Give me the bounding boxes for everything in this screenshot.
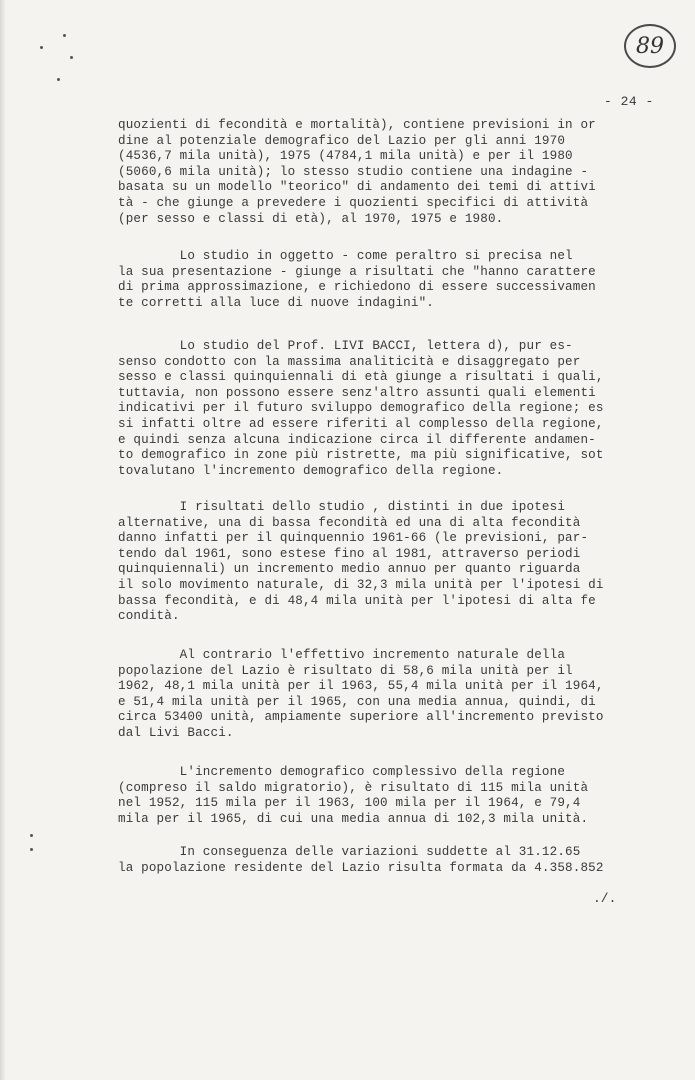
paragraph-1	[118, 118, 660, 227]
text-line: tuttavia, non possono essere senz'altro assunti quali elementi	[118, 385, 596, 400]
text-line: Lo studio del Prof. LIVI BACCI, lettera d), pur es-	[118, 339, 573, 353]
text-line: e quindi senza alcuna indicazione circa il differente andamen-	[118, 432, 596, 447]
text-line: la popolazione residente del Lazio risulta formata da 4.358.852	[118, 860, 604, 875]
margin-mark	[63, 34, 66, 37]
page-edge	[0, 0, 6, 1080]
text-line: tà - che giunge a prevedere i quozienti specifici di attività	[118, 195, 589, 210]
paragraph-3	[118, 339, 660, 479]
text-line: to demografico in zone più ristrette, ma più significative, sot	[118, 448, 604, 463]
text-line: I risultati dello studio , distinti in due ipotesi	[118, 500, 566, 514]
text-line: (4536,7 mila unità), 1975 (4784,1 mila unità) e per il 1980	[118, 149, 573, 164]
text-line: bassa fecondità, e di 48,4 mila unità per l'ipotesi di alta fe	[118, 593, 596, 608]
text-line: dal Livi Bacci.	[118, 725, 234, 740]
text-line: Lo studio in oggetto - come peraltro si precisa nel	[118, 249, 573, 263]
paragraph-5	[118, 648, 660, 742]
text-line: Al contrario l'effettivo incremento naturale della	[118, 648, 566, 662]
text-line: senso condotto con la massima analiticità e disaggregato per	[118, 354, 581, 369]
text-line: (per sesso e classi di età), al 1970, 1975 e 1980.	[118, 211, 504, 226]
text-line: In conseguenza delle variazioni suddette al 31.12.65	[118, 845, 581, 859]
text-line: e 51,4 mila unità per il 1965, con una media annua, quindi, di	[118, 694, 596, 709]
text-line: tovalutano l'incremento demografico della regione.	[118, 463, 504, 478]
text-line: indicativi per il futuro sviluppo demografico della regione; es	[118, 401, 604, 416]
text-line: 1962, 48,1 mila unità per il 1963, 55,4 mila unità per il 1964,	[118, 679, 604, 694]
text-line: (compreso il saldo migratorio), è risultato di 115 mila unità	[118, 780, 589, 795]
text-line: basata su un modello "teorico" di andamento dei temi di attivi	[118, 180, 596, 195]
page-stamp: 89	[624, 24, 676, 68]
text-line: nel 1952, 115 mila per il 1963, 100 mila per il 1964, e 79,4	[118, 796, 581, 811]
paragraph-7	[118, 845, 660, 876]
paragraph-4	[118, 500, 660, 625]
text-line: te corretti alla luce di nuove indagini".	[118, 295, 435, 310]
margin-mark	[70, 56, 73, 59]
text-line: popolazione del Lazio è risultato di 58,6 mila unità per il	[118, 663, 573, 678]
page-number: - 24 -	[604, 94, 654, 109]
text-line: circa 53400 unità, ampiamente superiore all'incremento previsto	[118, 710, 604, 725]
text-line: condità.	[118, 609, 180, 624]
margin-mark	[30, 834, 33, 837]
text-line: il solo movimento naturale, di 32,3 mila unità per l'ipotesi di	[118, 577, 604, 592]
text-line: alternative, una di bassa fecondità ed una di alta fecondità	[118, 515, 581, 530]
text-line: danno infatti per il quinquennio 1961-66 (le previsioni, par-	[118, 531, 589, 546]
continuation-mark: ./.	[593, 891, 617, 906]
text-line: dine al potenziale demografico del Lazio per gli anni 1970	[118, 133, 566, 148]
margin-mark	[40, 46, 43, 49]
margin-mark	[57, 78, 60, 81]
paragraph-6	[118, 765, 660, 827]
margin-mark	[30, 848, 33, 851]
text-line: (5060,6 mila unità); lo stesso studio contiene una indagine -	[118, 164, 589, 179]
text-line: si infatti oltre ad essere riferiti al complesso della regione,	[118, 416, 604, 431]
text-line: la sua presentazione - giunge a risultati che "hanno carattere	[118, 264, 596, 279]
text-line: mila per il 1965, di cui una media annua di 102,3 mila unità.	[118, 811, 589, 826]
text-line: sesso e classi quinquiennali di età giunge a risultati i quali,	[118, 370, 604, 385]
paragraph-2	[118, 249, 660, 311]
text-line: quozienti di fecondità e mortalità), contiene previsioni in or	[118, 118, 596, 132]
text-line: tendo dal 1961, sono estese fino al 1981, attraverso periodi	[118, 546, 581, 561]
text-line: di prima approssimazione, e richiedono di essere successivamen	[118, 280, 596, 295]
text-line: L'incremento demografico complessivo della regione	[118, 765, 566, 779]
text-line: quinquiennali) un incremento medio annuo per quanto riguarda	[118, 562, 581, 577]
